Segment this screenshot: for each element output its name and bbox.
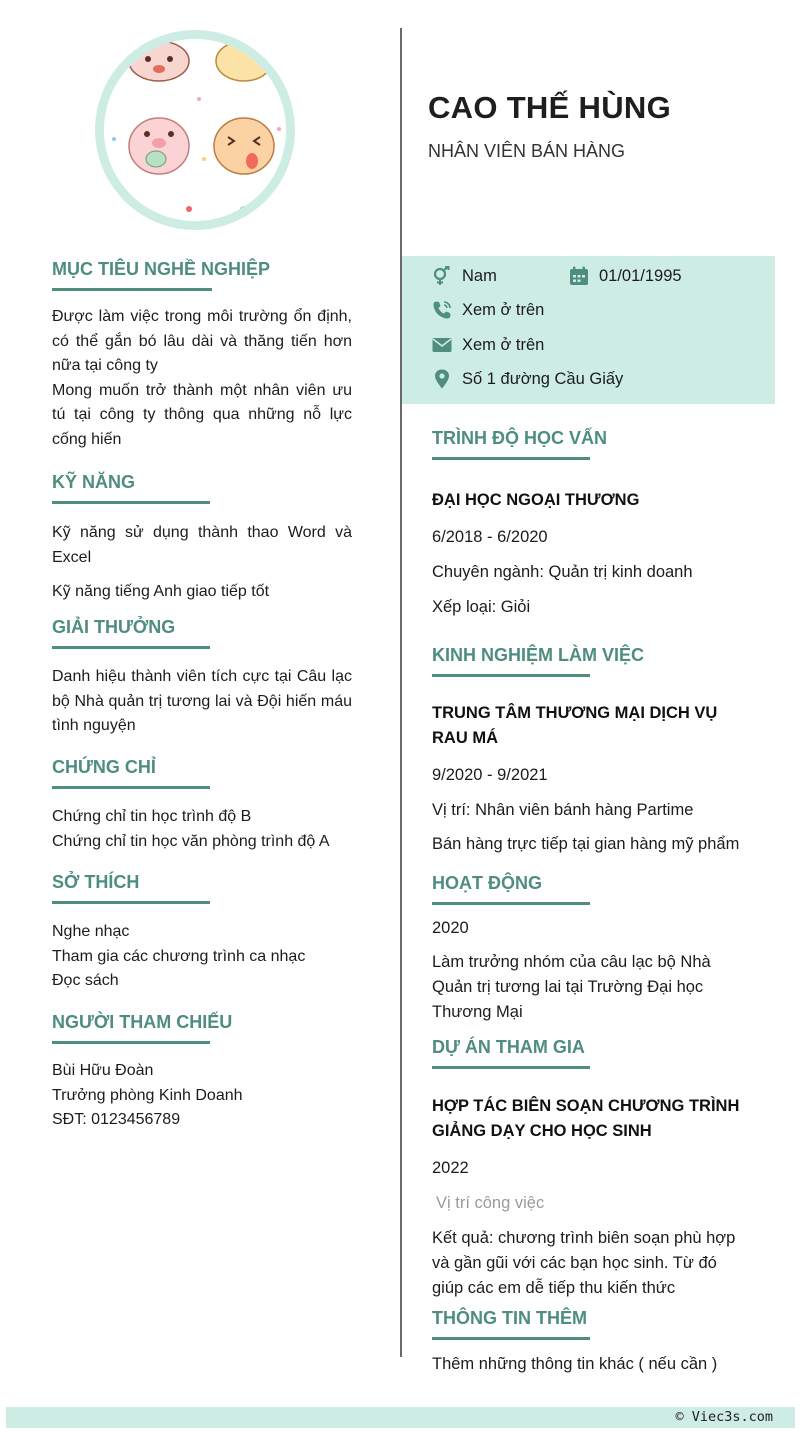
hobby-item: Nghe nhạc — [52, 923, 130, 940]
address-row — [432, 369, 623, 389]
objective-section — [52, 259, 352, 452]
references-section — [52, 1012, 352, 1133]
experience-section — [432, 645, 762, 857]
address-value: Số 1 đường Cầu Giấy — [462, 369, 624, 388]
email-row — [432, 335, 544, 355]
calendar-icon — [569, 266, 589, 286]
section-title: TRÌNH ĐỘ HỌC VẤN — [432, 428, 590, 460]
experience-period: 9/2020 - 9/2021 — [432, 766, 548, 784]
section-title: GIẢI THƯỞNG — [52, 617, 210, 649]
candidate-name: CAO THẾ HÙNG — [428, 90, 671, 125]
section-title: NGƯỜI THAM CHIẾU — [52, 1012, 210, 1044]
certificate-item: Chứng chỉ tin học văn phòng trình độ A — [52, 832, 330, 850]
activity-description: Làm trưởng nhóm của câu lạc bộ Nhà Quản trị tương lai tại Trường Đại học Thương Mại — [432, 953, 711, 1021]
gender-icon — [432, 266, 452, 286]
section-title: MỤC TIÊU NGHỀ NGHIỆP — [52, 259, 212, 291]
skills-section — [52, 472, 352, 605]
phone-row — [432, 300, 544, 320]
section-title: DỰ ÁN THAM GIA — [432, 1037, 590, 1069]
section-title: KỸ NĂNG — [52, 472, 210, 504]
skill-item: Kỹ năng tiếng Anh giao tiếp tốt — [52, 583, 270, 600]
company-name: TRUNG TÂM THƯƠNG MẠI DỊCH VỤ RAU MÁ — [432, 704, 718, 747]
projects-section — [432, 1037, 762, 1301]
objective-text: Được làm việc trong môi trường ổn định, có thể gắn bó lâu dài và thăng tiến hơn nữa tại công ty — [52, 308, 352, 374]
job-title: NHÂN VIÊN BÁN HÀNG — [428, 141, 626, 161]
hobbies-section — [52, 872, 352, 994]
birthday-row — [569, 266, 682, 286]
education-major: Chuyên ngành: Quản trị kinh doanh — [432, 563, 693, 581]
copyright-text: © Viec3s.com — [675, 1409, 773, 1425]
email-value: Xem ở trên — [462, 335, 545, 354]
activities-section — [432, 873, 762, 1025]
education-period: 6/2018 - 6/2020 — [432, 528, 548, 546]
award-text: Danh hiệu thành viên tích cực tại Câu lạc bộ Nhà quản trị tương lai và Đội hiến máu tình nguyện — [52, 668, 352, 734]
project-name: HỢP TÁC BIÊN SOẠN CHƯƠNG TRÌNH GIẢNG DẠY CHO HỌC SINH — [432, 1097, 740, 1140]
column-divider — [400, 28, 402, 1357]
section-title: SỞ THÍCH — [52, 872, 210, 904]
certificates-section — [52, 757, 352, 854]
school-name: ĐẠI HỌC NGOẠI THƯƠNG — [432, 491, 640, 509]
section-title: CHỨNG CHỈ — [52, 757, 210, 789]
contact-panel — [402, 256, 775, 404]
experience-description: Bán hàng trực tiếp tại gian hàng mỹ phẩm — [432, 835, 740, 853]
reference-item: Bùi Hữu Đoàn — [52, 1062, 154, 1079]
extra-section — [432, 1308, 762, 1377]
gender-row — [432, 266, 497, 286]
skill-item: Kỹ năng sử dụng thành thao Word và Excel — [52, 524, 352, 566]
education-rank: Xếp loại: Giỏi — [432, 598, 531, 616]
phone-value: Xem ở trên — [462, 300, 545, 319]
footer-bar — [6, 1407, 795, 1428]
activity-year: 2020 — [432, 919, 469, 937]
email-icon — [432, 335, 452, 355]
birthday-value: 01/01/1995 — [599, 266, 682, 285]
reference-item: Trưởng phòng Kinh Doanh — [52, 1086, 243, 1104]
section-title: THÔNG TIN THÊM — [432, 1308, 590, 1340]
hobby-item: Đọc sách — [52, 972, 119, 989]
phone-icon — [432, 300, 452, 320]
section-title: KINH NGHIỆM LÀM VIỆC — [432, 645, 590, 677]
project-result: Kết quả: chương trình biên soạn phù hợp và gần gũi với các bạn học sinh. Từ đó giúp các em dễ tiếp thu kiến thức — [432, 1229, 736, 1297]
certificate-item: Chứng chỉ tin học trình độ B — [52, 808, 252, 825]
location-pin-icon — [432, 369, 452, 389]
hamster-stickers-image — [104, 39, 286, 221]
experience-position: Vị trí: Nhân viên bánh hàng Partime — [432, 801, 694, 819]
extra-text: Thêm những thông tin khác ( nếu cần ) — [432, 1355, 718, 1373]
section-title: HOẠT ĐỘNG — [432, 873, 590, 905]
hobby-item: Tham gia các chương trình ca nhạc — [52, 947, 306, 965]
reference-item: SĐT: 0123456789 — [52, 1111, 181, 1128]
avatar — [95, 30, 295, 230]
awards-section — [52, 617, 352, 739]
gender-value: Nam — [462, 266, 497, 285]
project-year: 2022 — [432, 1159, 469, 1177]
objective-text: Mong muốn trở thành một nhân viên ưu tú tại công ty thông qua những nỗ lực cống hiến — [52, 381, 352, 448]
education-section — [432, 428, 762, 620]
project-position-placeholder: Vị trí công việc — [436, 1194, 545, 1212]
